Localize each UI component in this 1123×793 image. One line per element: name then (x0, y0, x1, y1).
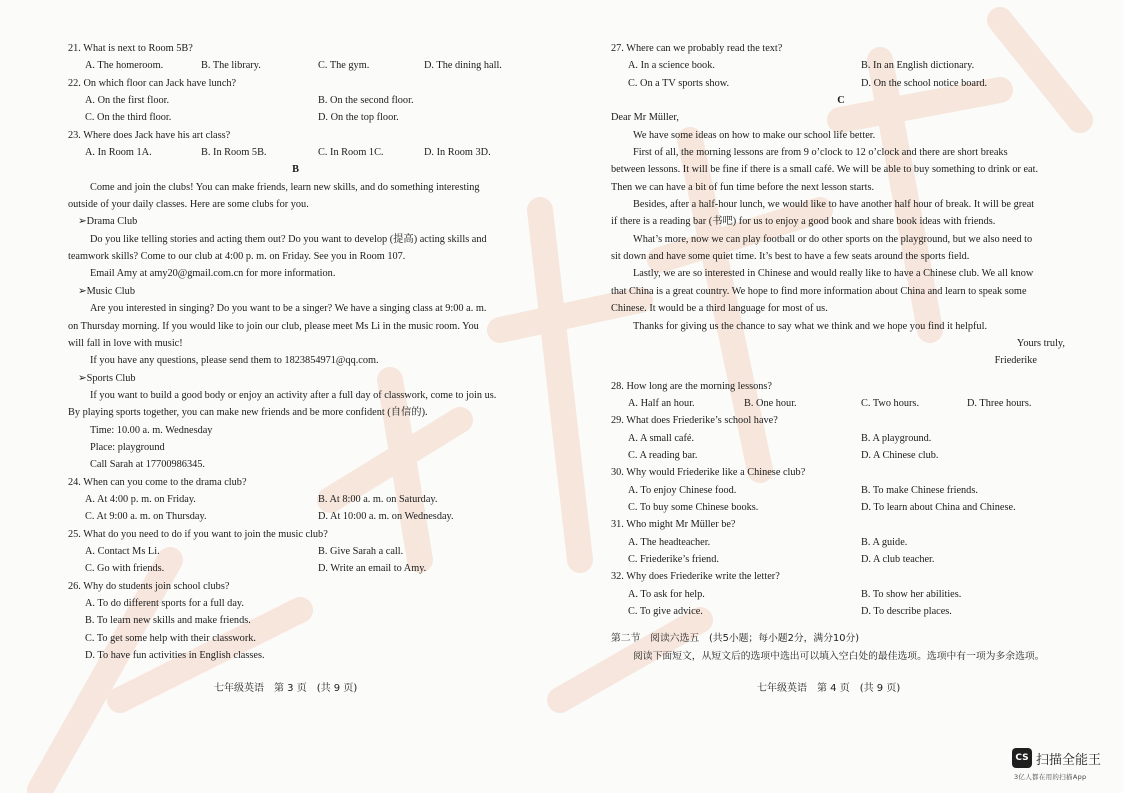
drama-club-text: Do you like telling stories and acting them out? Do you want to develop (提高) acting skills and (90, 233, 487, 245)
option-c: C. On the third floor. (85, 112, 172, 124)
sports-club-contact: Call Sarah at 17700986345. (90, 459, 205, 471)
scanner-brand (1012, 748, 1101, 768)
question-30-options-row1 (611, 482, 1069, 499)
option-b: B. On the second floor. (318, 95, 414, 107)
question-29-options-row2 (611, 447, 1069, 464)
question-24-options-row2 (68, 508, 523, 525)
drama-club-text: teamwork skills? Come to our club at 4:00 p. m. on Friday. See you in Room 107. (68, 251, 406, 263)
section-2-instructions: 阅读下面短文，从短文后的选项中选出可以填入空白处的最佳选项。选项中有一项为多余选项。 (633, 650, 1045, 662)
scanner-app-name: 扫描全能王 (1036, 752, 1102, 768)
option-d: D. A club teacher. (861, 553, 935, 565)
camscanner-logo-icon: CS (1012, 748, 1032, 768)
question-31-options-row1 (611, 534, 1069, 551)
sports-club-heading: ➢Sports Club (78, 372, 136, 384)
option-a: A. Contact Ms Li. (85, 545, 160, 557)
sports-club-text: By playing sports together, you can make new friends and be more confident (自信的). (68, 407, 428, 419)
left-page-footer: 七年级英语 第 3 页 (共 9 页) (214, 683, 358, 694)
question-25-options-row1 (68, 543, 523, 560)
option-d: D. Write an email to Amy. (318, 563, 427, 575)
option-b: B. One hour. (744, 397, 797, 409)
option-c: C. Go with friends. (85, 563, 165, 575)
question-22: 22. On which floor can Jack have lunch? (68, 77, 237, 89)
option-d: D. To have fun activities in English classes. (85, 650, 265, 662)
question-27-options-row1 (611, 57, 1069, 74)
question-30-options-row2 (611, 499, 1069, 516)
option-c: C. Two hours. (861, 397, 920, 409)
option-c: C. In Room 1C. (318, 147, 384, 159)
question-32-options-row2 (611, 603, 1069, 620)
option-d: D. The dining hall. (424, 60, 502, 72)
spacer (611, 620, 1069, 630)
option-d: D. To describe places. (861, 606, 952, 617)
option-a: A. On the first floor. (85, 95, 170, 107)
option-b: B. At 8:00 a. m. on Saturday. (318, 493, 438, 505)
option-d: D. At 10:00 a. m. on Wednesday. (318, 511, 454, 523)
intro-line: outside of your daily classes. Here are some clubs for you. (68, 199, 309, 211)
music-club-text: on Thursday morning. If you would like to join our club, please meet Ms Li in the music room. You (68, 320, 479, 332)
letter-text: First of all, the morning lessons are from 9 o’clock to 12 o’clock and there are short breaks (633, 147, 1008, 159)
letter-text: Lastly, we are so interested in Chinese and would really like to have a Chinese club. We all know (633, 268, 1034, 280)
letter-text: sit down and have some quiet time. It’s best to have a few seats around the sports field. (611, 251, 970, 263)
spacer (611, 370, 1069, 378)
letter-greeting: Dear Mr Müller, (611, 112, 679, 124)
question-32: 32. Why does Friederike write the letter? (611, 571, 780, 583)
option-c: C. The gym. (318, 60, 370, 72)
option-d: D. In Room 3D. (424, 147, 491, 159)
music-club-text: will fall in love with music! (68, 337, 183, 349)
right-page-footer: 七年级英语 第 4 页 (共 9 页) (757, 683, 901, 694)
option-b: B. To show her abilities. (861, 588, 962, 600)
option-a: A. In Room 1A. (85, 147, 152, 159)
option-a: A. In a science book. (628, 60, 715, 72)
right-page (611, 40, 1069, 665)
option-c: C. Friederike’s friend. (628, 553, 719, 565)
option-a: A. Half an hour. (628, 397, 695, 409)
option-a: A. To do different sports for a full day. (85, 598, 244, 609)
drama-club-text: Email Amy at amy20@gmail.com.cn for more information. (90, 268, 336, 280)
left-page (68, 40, 523, 664)
letter-signature: Friederike (994, 355, 1037, 367)
option-b: B. To make Chinese friends. (861, 484, 978, 496)
question-27: 27. Where can we probably read the text? (611, 43, 783, 54)
option-a: A. The headteacher. (628, 536, 711, 548)
drama-club-heading: ➢Drama Club (78, 216, 138, 228)
option-b: B. In Room 5B. (201, 147, 267, 159)
section-c-heading: C (837, 95, 845, 107)
question-22-options-row1 (68, 92, 523, 109)
scanner-tagline: 3亿人都在用的扫描App (1014, 773, 1087, 781)
question-21-options (68, 57, 523, 74)
letter-text: Besides, after a half-hour lunch, we would like to have another half hour of break. It will be great (633, 199, 1035, 211)
option-d: D. Three hours. (967, 397, 1032, 409)
music-club-text: Are you interested in singing? Do you want to be a singer? We have a singing class at 9:00 a. m. (90, 303, 487, 315)
letter-text: What’s more, now we can play football or do other sports on the playground, but we also need to (633, 233, 1033, 245)
option-b: B. A playground. (861, 432, 932, 444)
option-b: B. To learn new skills and make friends. (85, 615, 251, 627)
letter-text: between lessons. It will be fine if there is a small café. We will be able to buy something to drink or eat. (611, 164, 1039, 176)
question-24-options-row1 (68, 491, 523, 508)
option-c: C. At 9:00 a. m. on Thursday. (85, 511, 207, 523)
option-a: A. To ask for help. (628, 588, 705, 600)
option-b: B. A guide. (861, 536, 908, 548)
sports-club-place: Place: playground (90, 441, 165, 453)
question-31-options-row2 (611, 551, 1069, 568)
question-25: 25. What do you need to do if you want to join the music club? (68, 528, 328, 540)
letter-text: Chinese. It would be a third language for most of us. (611, 303, 828, 315)
question-23: 23. Where does Jack have his art class? (68, 129, 231, 141)
question-24: 24. When can you come to the drama club? (68, 476, 247, 488)
music-club-text: If you have any questions, please send them to 1823854971@qq.com. (90, 355, 379, 367)
option-a: A. To enjoy Chinese food. (628, 484, 737, 496)
option-c: C. A reading bar. (628, 449, 698, 461)
section-b-heading: B (292, 164, 299, 176)
option-c: C. To get some help with their classwork. (85, 632, 256, 644)
option-b: B. In an English dictionary. (861, 60, 975, 72)
question-23-options (68, 144, 523, 161)
letter-closing: Yours truly, (1016, 337, 1065, 349)
question-22-options-row2 (68, 109, 523, 126)
option-c: C. On a TV sports show. (628, 77, 730, 89)
option-b: B. The library. (201, 60, 261, 72)
option-a: A. The homeroom. (85, 60, 164, 72)
question-28-options (611, 395, 1069, 412)
question-26: 26. Why do students join school clubs? (68, 580, 230, 592)
question-28: 28. How long are the morning lessons? (611, 380, 773, 392)
option-a: A. At 4:00 p. m. on Friday. (85, 493, 196, 505)
question-27-options-row2 (611, 75, 1069, 92)
question-30: 30. Why would Friederike like a Chinese club? (611, 467, 806, 479)
sports-club-time: Time: 10.00 a. m. Wednesday (90, 424, 213, 436)
option-d: D. A Chinese club. (861, 449, 939, 461)
letter-text: We have some ideas on how to make our school life better. (633, 129, 876, 141)
question-29: 29. What does Friederike’s school have? (611, 415, 778, 427)
question-25-options-row2 (68, 560, 523, 577)
intro-line: Come and join the clubs! You can make friends, learn new skills, and do something interesting (90, 181, 480, 193)
option-c: C. To buy some Chinese books. (628, 501, 759, 513)
option-c: C. To give advice. (628, 606, 703, 617)
letter-text: if there is a reading bar (书吧) for us to enjoy a good book and share book ideas with friends. (611, 216, 996, 228)
question-29-options-row1 (611, 430, 1069, 447)
option-d: D. To learn about China and Chinese. (861, 501, 1016, 513)
question-32-options-row1 (611, 586, 1069, 603)
section-2-heading: 第二节 阅读六选五 (共5小题；每小题2分，满分10分) (611, 633, 860, 645)
music-club-heading: ➢Music Club (78, 285, 135, 297)
option-d: D. On the school notice board. (861, 77, 988, 89)
question-31: 31. Who might Mr Müller be? (611, 519, 736, 531)
option-a: A. A small café. (628, 432, 695, 444)
letter-text: Then we can have a bit of fun time before the next lesson starts. (611, 181, 875, 193)
option-b: B. Give Sarah a call. (318, 545, 404, 557)
option-d: D. On the top floor. (318, 112, 399, 124)
sports-club-text: If you want to build a good body or enjoy an activity after a full day of classwork, come to join us. (90, 389, 497, 401)
letter-text: Thanks for giving us the chance to say what we think and we hope you find it helpful. (633, 320, 988, 332)
question-21: 21. What is next to Room 5B? (68, 43, 193, 54)
letter-text: that China is a great country. We hope to find more information about China and learn to speak some (611, 285, 1027, 297)
